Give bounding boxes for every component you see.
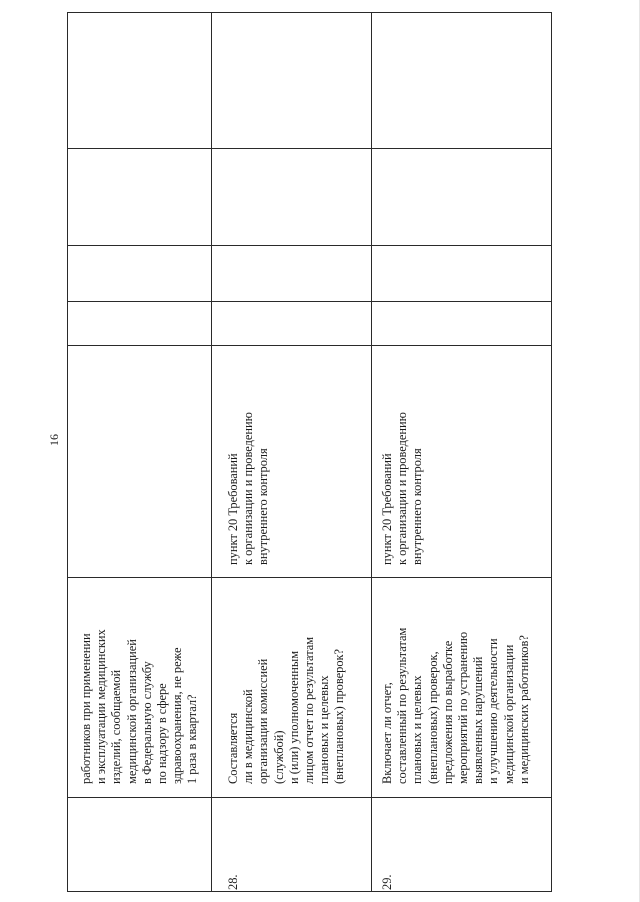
reference-cell: пункт 20 Требований к организации и проведению внутреннего контроля <box>226 412 271 565</box>
row-separator <box>371 13 372 891</box>
page-number: 16 <box>47 434 61 446</box>
column-separator <box>68 345 551 346</box>
row-separator <box>211 13 212 891</box>
question-cell-continued: работников при применении и эксплуатации медицинских изделий, сообщаемой медицинской организацией в Федеральную службу по надзору в сфере здравоохранения, не реже 1 раза в квартал? <box>79 629 200 784</box>
column-separator <box>68 577 551 578</box>
question-cell: Включает ли отчет, составленный по результатам плановых и целевых (внеплановых) проверок, предложения по выработке мероприятий по устранению выявленных нарушений и улучшению деятельности медицинской организации и медицинских работников? <box>380 627 531 784</box>
question-cell: Составляется ли в медицинской организации комиссией (службой) и (или) уполномоченным лицом отчет по результатам плановых и целевых (внеплановых) проверок? <box>226 636 347 784</box>
column-separator <box>68 148 551 149</box>
checklist-table <box>67 12 552 892</box>
column-separator <box>68 301 551 302</box>
reference-cell: пункт 20 Требований к организации и проведению внутреннего контроля <box>380 412 425 565</box>
row-number: 29. <box>380 874 394 890</box>
column-separator <box>68 797 551 798</box>
column-separator <box>68 245 551 246</box>
row-number: 28. <box>226 874 240 890</box>
